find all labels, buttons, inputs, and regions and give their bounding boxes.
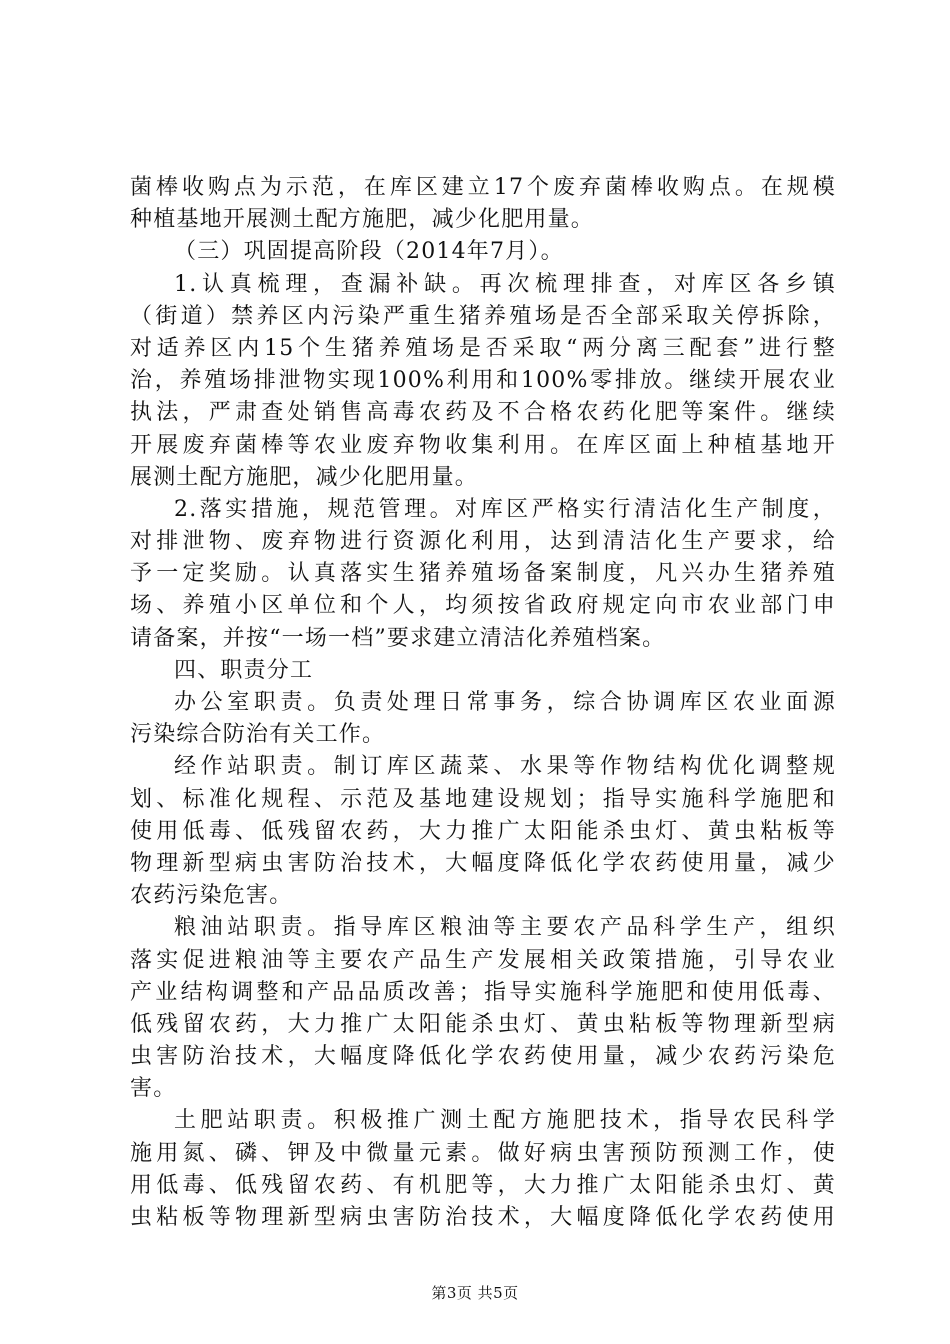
text-line: 粮油站职责。指导库区粮油等主要农产品科学生产，组织 [174, 915, 836, 941]
text-line: 土肥站职责。积极推广测土配方施肥技术，指导农民科学 [174, 1108, 836, 1134]
text-line: 害。 [130, 1076, 177, 1102]
text-line: 场、养殖小区单位和个人，均须按省政府规定向市农业部门申 [130, 593, 836, 619]
text-line: 使用低毒、低残留农药，大力推广太阳能杀虫灯、黄虫粘板等 [130, 818, 836, 844]
document-body [130, 172, 836, 1234]
text-line: 对适养区内15个生猪养殖场是否采取“两分离三配套”进行整 [130, 335, 836, 361]
text-line: 施用氮、磷、钾及中微量元素。做好病虫害预防预测工作，使 [130, 1140, 836, 1166]
text-line: 污染综合防治有关工作。 [130, 722, 386, 748]
section-heading: （三）巩固提高阶段（2014年7月）。 [174, 239, 564, 265]
text-line: 治，养殖场排泄物实现100%利用和100%零排放。继续开展农业 [130, 368, 836, 394]
text-line: 经作站职责。制订库区蔬菜、水果等作物结构优化调整规 [174, 754, 836, 780]
text-line: 用低毒、低残留农药、有机肥等，大力推广太阳能杀虫灯、黄 [130, 1172, 836, 1198]
section-heading: 四、职责分工 [174, 657, 314, 683]
text-line: （街道）禁养区内污染严重生猪养殖场是否全部采取关停拆除， [130, 303, 836, 329]
text-line: 予一定奖励。认真落实生猪养殖场备案制度，凡兴办生猪养殖 [130, 561, 836, 587]
text-line: 对排泄物、废弃物进行资源化利用，达到清洁化生产要求，给 [130, 529, 836, 555]
text-line: 菌棒收购点为示范，在库区建立17个废弃菌棒收购点。在规模 [130, 175, 836, 200]
text-line: 产业结构调整和产品品质改善；指导实施科学施肥和使用低毒、 [130, 979, 836, 1005]
text-line: 种植基地开展测土配方施肥，减少化肥用量。 [130, 207, 595, 233]
text-line: 虫害防治技术，大幅度降低化学农药使用量，减少农药污染危 [130, 1044, 836, 1070]
text-line: 低残留农药，大力推广太阳能杀虫灯、黄虫粘板等物理新型病 [130, 1011, 836, 1037]
text-line: 办公室职责。负责处理日常事务，综合协调库区农业面源 [174, 690, 836, 715]
text-line: 落实促进粮油等主要农产品生产发展相关政策措施，引导农业 [130, 947, 836, 973]
text-line: 2.落实措施，规范管理。对库区严格实行清洁化生产制度， [174, 496, 836, 522]
text-line: 执法，严肃查处销售高毒农药及不合格农药化肥等案件。继续 [130, 400, 836, 426]
text-line: 划、标准化规程、示范及基地建设规划；指导实施科学施肥和 [130, 786, 836, 812]
text-line: 虫粘板等物理新型病虫害防治技术，大幅度降低化学农药使用 [130, 1205, 836, 1230]
text-line: 1.认真梳理，查漏补缺。再次梳理排查，对库区各乡镇 [174, 271, 836, 297]
text-line: 请备案，并按“一场一档”要求建立清洁化养殖档案。 [130, 625, 666, 651]
text-line: 展测土配方施肥，减少化肥用量。 [130, 464, 479, 490]
text-line: 农药污染危害。 [130, 883, 293, 909]
text-line: 物理新型病虫害防治技术，大幅度降低化学农药使用量，减少 [130, 850, 836, 876]
page-number: 第3页 共5页 [431, 1284, 519, 1302]
text-line: 开展废弃菌棒等农业废弃物收集利用。在库区面上种植基地开 [130, 432, 836, 458]
